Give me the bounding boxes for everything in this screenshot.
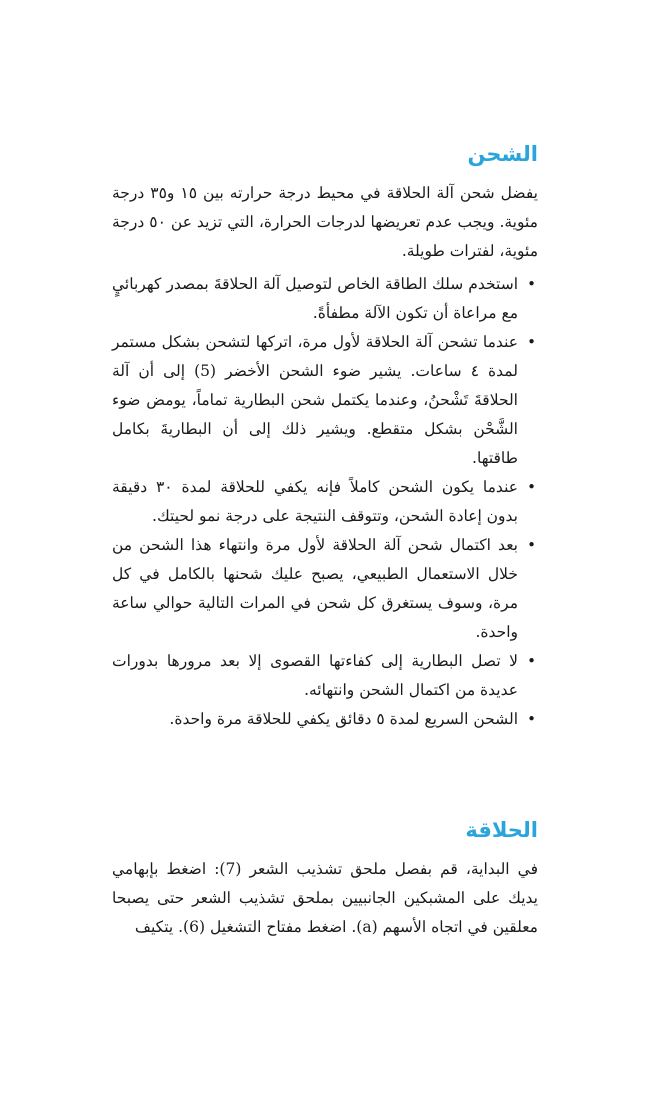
charging-bullet-list xyxy=(112,270,538,734)
bullet-dot-icon: • xyxy=(527,536,536,554)
bullet-item xyxy=(112,328,538,473)
bullet-text: الشحن السريع لمدة ٥ دقائق يكفي للحلاقة مرة واحدة. xyxy=(169,710,518,728)
charging-intro-paragraph: يفضل شحن آلة الحلاقة في محيط درجة حرارته بين ١٥ و٣٥ درجة مئوية. ويجب عدم تعريضها لدرجات الحرارة، التي تزيد عن ٥٠ درجة مئوية، لفترات طويلة. xyxy=(112,184,538,260)
bullet-dot-icon: • xyxy=(527,652,536,670)
bullet-item xyxy=(112,531,538,647)
charging-heading: الشحن xyxy=(467,142,538,166)
bullet-text: عندما يكون الشحن كاملاً فإنه يكفي للحلاقة لمدة ٣٠ دقيقة بدون إعادة الشحن، وتتوقف النتيجة على درجة نمو لحيتك. xyxy=(112,478,518,525)
bullet-dot-icon: • xyxy=(527,478,536,496)
bullet-text: عندما تشحن آلة الحلاقة لأول مرة، اتركها لتشحن بشكل مستمر لمدة ٤ ساعات. يشير ضوء الشحن الأخضر (5) إلى أن آلة الحلاقةَ تَشْحنُ، وعندما يكتمل شحن البطارية تماماً، يومض ضوء الشَّحْن بشكل متقطع. ويشير ذلك إلى أن البطاريةَ بكامل طاقتها. xyxy=(112,333,518,467)
shaving-heading: الحلاقة xyxy=(465,818,538,842)
bullet-text: لا تصل البطارية إلى كفاءتها القصوى إلا بعد مرورها بدورات عديدة من اكتمال الشحن وانتهائه. xyxy=(112,652,518,699)
bullet-text: بعد اكتمال شحن آلة الحلاقة لأول مرة وانتهاء هذا الشحن من خلال الاستعمال الطبيعي، يصبح عليك شحنها بالكامل في كل مرة، وسوف يستغرق كل شحن في المرات التالية حوالي ساعة واحدة. xyxy=(112,536,518,641)
bullet-item xyxy=(112,647,538,705)
bullet-item xyxy=(112,473,538,531)
bullet-item xyxy=(112,705,538,734)
bullet-item xyxy=(112,270,538,328)
bullet-text: استخدم سلك الطاقة الخاص لتوصيل آلة الحلاقةَ بمصدر كهربائيٍ مع مراعاة أن تكون الآلة مطفأةً. xyxy=(112,275,518,322)
bullet-dot-icon: • xyxy=(527,333,536,351)
bullet-dot-icon: • xyxy=(527,710,536,728)
shaving-paragraph: في البداية، قم بفصل ملحق تشذيب الشعر (7): اضغط بإبهامي يديك على المشبكين الجانبيين بملحق تشذيب الشعر حتى يصبحا معلقين في اتجاه الأسهم (a). اضغط مفتاح التشغيل (6). يتكيف xyxy=(112,860,538,936)
bullet-dot-icon: • xyxy=(527,275,536,293)
